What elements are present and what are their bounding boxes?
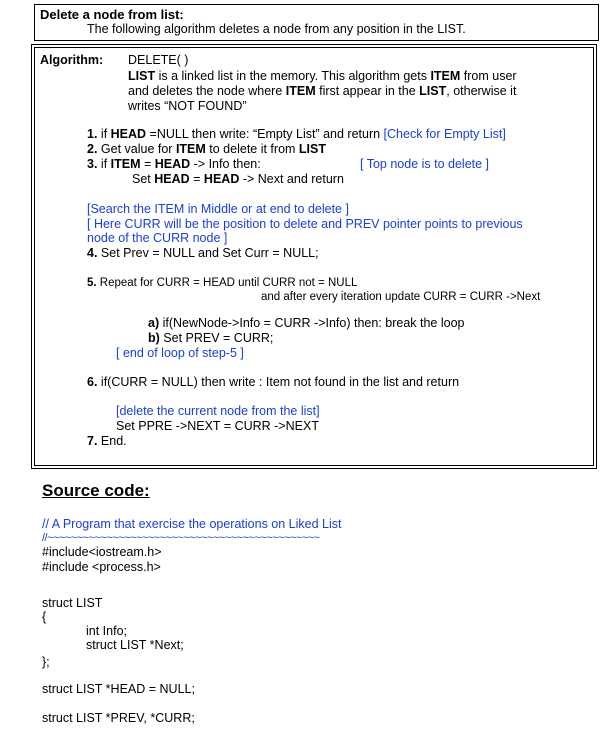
algorithm-desc-line-3: writes “NOT FOUND” — [128, 99, 247, 113]
step-5-b: b) Set PREV = CURR; — [148, 331, 274, 345]
code-include-iostream: #include<iostream.h> — [42, 545, 162, 559]
section-subtitle: The following algorithm deletes a node from any position in the LIST. — [87, 22, 466, 36]
code-field-next: struct LIST *Next; — [86, 638, 184, 652]
comment-delete: [delete the current node from the list] — [116, 404, 320, 418]
comment-search: [Search the ITEM in Middle or at end to delete ] — [87, 202, 349, 216]
step-3-comment: [ Top node is to delete ] — [360, 157, 490, 171]
comment-curr: [ Here CURR will be the position to delete and PREV pointer points to previous — [87, 217, 523, 231]
code-prev-curr-decl: struct LIST *PREV, *CURR; — [42, 711, 195, 725]
code-close-brace: }; — [42, 655, 50, 669]
step-6: 6. if(CURR = NULL) then write : Item not found in the list and return — [87, 375, 460, 389]
algorithm-desc-line-2: and deletes the node where ITEM first appear in the LIST, otherwise it — [128, 84, 517, 98]
code-open-brace: { — [42, 610, 47, 624]
step-2: 2. Get value for ITEM to delete it from LIST — [87, 142, 327, 156]
comment-curr-2: node of the CURR node ] — [87, 231, 228, 245]
algorithm-label: Algorithm: — [40, 53, 104, 67]
step-5-a: a) if(NewNode->Info = CURR ->Info) then: break the loop — [148, 316, 465, 330]
step-5: 5. Repeat for CURR = HEAD until CURR not = NULL — [87, 277, 358, 289]
code-head-decl: struct LIST *HEAD = NULL; — [42, 682, 195, 696]
step-3: 3. if ITEM = HEAD -> Info then: — [87, 157, 261, 171]
step-3-set-head: Set HEAD = HEAD -> Next and return — [132, 172, 344, 186]
step-7: 7. End. — [87, 434, 127, 448]
step-4: 4. Set Prev = NULL and Set Curr = NULL; — [87, 246, 319, 260]
code-struct-decl: struct LIST — [42, 596, 103, 610]
step-5-update: and after every iteration update CURR = CURR ->Next — [261, 291, 541, 303]
code-comment-line: // A Program that exercise the operations on Liked List — [42, 517, 342, 531]
section-title: Delete a node from list: — [40, 7, 184, 22]
source-code-title: Source code: — [42, 481, 150, 500]
algorithm-name: DELETE( ) — [128, 53, 189, 67]
comment-end-loop: [ end of loop of step-5 ] — [116, 346, 244, 360]
algorithm-desc-line-1: LIST is a linked list in the memory. This algorithm gets ITEM from user — [128, 69, 517, 83]
code-include-process: #include <process.h> — [42, 560, 161, 574]
set-pre-next: Set PPRE ->NEXT = CURR ->NEXT — [116, 419, 319, 433]
code-field-info: int Info; — [86, 624, 127, 638]
code-comment-tilde: //~~~~~~~~~~~~~~~~~~~~~~~~~~~~~~~~~~~~~~~~~~~~~~ — [42, 532, 320, 544]
step-1: 1. if HEAD =NULL then write: “Empty List” and return [Check for Empty List] — [87, 127, 506, 141]
